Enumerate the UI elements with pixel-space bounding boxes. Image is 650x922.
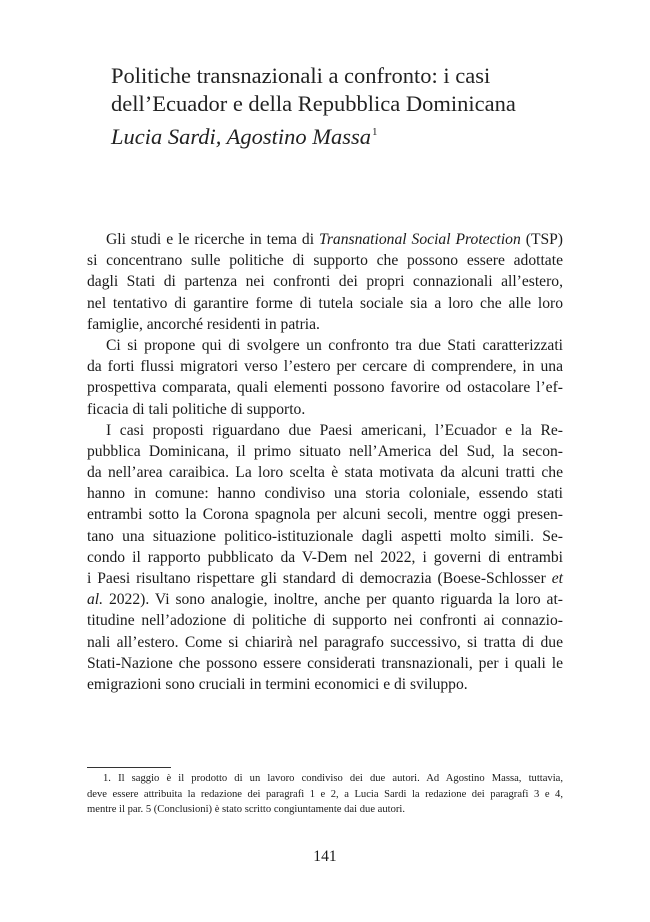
page-number: 141 <box>313 848 337 865</box>
text-line <box>87 568 563 589</box>
text-span: Gli studi e le ricerche in tema di <box>106 231 320 248</box>
chapter-heading <box>111 62 591 151</box>
text-line: si concentrano sulle politiche di supporto che possono essere adottate <box>87 252 563 270</box>
paragraph-3 <box>87 420 563 695</box>
text-line: Ci si propone qui di svolgere un confronto tra due Stati caratterizzati <box>106 336 563 354</box>
text-line <box>87 589 563 610</box>
text-line: dagli Stati di partenza nei confronti dei propri connazionali all’estero, <box>87 273 563 291</box>
text-line: nali all’estero. Come si chiarirà nel paragrafo successivo, si tratta di due <box>87 633 563 651</box>
text-span: (TSP) <box>520 231 564 248</box>
footnote-reference: 1 <box>372 126 378 138</box>
chapter-authors <box>111 118 591 151</box>
text-line: prospettiva comparata, quali elementi possono favorire od ostacolare l’ef- <box>87 379 563 397</box>
chapter-title-line-2: dell’Ecuador e della Repubblica Dominicana <box>111 91 516 116</box>
text-line: famiglie, ancorché residenti in patria. <box>87 315 320 333</box>
paragraph-2 <box>87 335 563 420</box>
text-line: da forti flussi migratori verso l’estero per cercare di comprendere, in una <box>87 358 563 376</box>
italic-term: et <box>551 570 563 587</box>
italic-term: al. <box>87 591 104 609</box>
text-span: 2022). Vi sono analogie, inoltre, anche per quanto riguarda la loro at- <box>103 591 563 609</box>
text-line: hanno in comune: hanno condiviso una storia coloniale, essendo stati <box>87 485 563 503</box>
text-line: ficacia di tali politiche di supporto. <box>87 400 306 418</box>
footnote-separator <box>87 767 171 768</box>
text-line: Stati-Nazione che possono essere considerati transnazionali, per i quali le <box>87 654 563 672</box>
text-line: titudine nell’adozione di politiche di supporto nei confronti ai connazio- <box>87 612 563 630</box>
authors-names: Lucia Sardi, Agostino Massa <box>111 124 372 149</box>
text-line: emigrazioni sono cruciali in termini economici e di sviluppo. <box>87 675 468 693</box>
text-line: condo il rapporto pubblicato da V-Dem nel 2022, i governi di entrambi <box>87 548 563 566</box>
footnote-line: 1. Il saggio è il prodotto di un lavoro condiviso dei due autori. Ad Agostino Massa, tuttavia, <box>103 773 563 784</box>
text-line: entrambi sotto la Corona spagnola per alcuni secoli, mentre oggi presen- <box>87 506 563 524</box>
text-line: pubblica Dominicana, il primo situato nell’America del Sud, la secon- <box>87 442 563 460</box>
text-span: i Paesi risultano rispettare gli standard di democrazia (Boese-Schlosser <box>87 570 552 587</box>
chapter-title-line-1: Politiche transnazionali a confronto: i casi <box>111 63 491 88</box>
paragraph-1 <box>87 229 563 335</box>
text-line: tano una situazione politico-istituzionale dagli aspetti molto simili. Se- <box>87 527 563 545</box>
footnote <box>87 771 563 818</box>
text-line: I casi proposti riguardano due Paesi americani, l’Ecuador e la Re- <box>106 421 563 439</box>
text-line: nel tentativo di garantire forme di tutela sociale sia a loro che alle loro <box>87 294 563 312</box>
italic-term: Transnational Social Protection <box>319 231 521 248</box>
footnote-line: mentre il par. 5 (Conclusioni) è stato scritto congiuntamente dai due autori. <box>87 804 406 816</box>
footnote-line: deve essere attribuita la redazione dei paragrafi 1 e 2, a Lucia Sardi la redazione dei paragrafi 3 e 4, <box>87 788 563 800</box>
text-line <box>87 229 563 250</box>
body-text <box>87 229 563 695</box>
text-line: da nell’area caraibica. La loro scelta è stata motivata da alcuni tratti che <box>87 464 563 482</box>
